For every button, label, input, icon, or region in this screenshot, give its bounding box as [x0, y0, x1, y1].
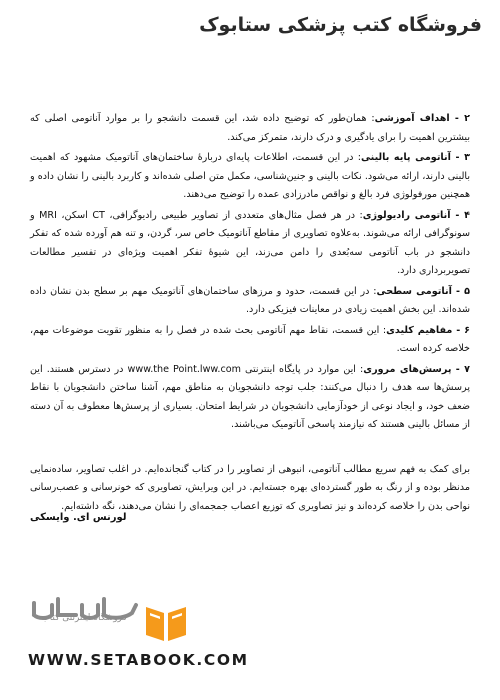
list-item-clinical-anatomy [30, 149, 470, 205]
item-title: آناتومی سطحی [376, 285, 452, 297]
item-text: : در این قسمت، اطلاعات پایه‌ای دربارهٔ ساختمان‌های آناتومیک مشهود که اهمیت بالینی دارند، ارائه می‌شود. نکات بالینی و جنین‌شناسی، مکمل متن اصلی شده‌اند و کاربرد بالینی را نشان داده و همچنین مورفولوژی فرد بالغ و نواقص مادرزادی عمده را توضیح می‌دهند. [30, 152, 470, 200]
page-header-title: فروشگاه کتب پزشکی ستابوک [199, 14, 482, 36]
website-url-link[interactable]: WWW.SETABOOK.COM [28, 651, 249, 669]
setabook-logo [28, 597, 188, 643]
item-text: : این موارد در پایگاه اینترنتی www.the Point.lww.com در دسترس هستند. این پرسش‌ها سه هدف را دنبال می‌کنند: جلب توجه دانشجویان به مناطق مهم، آشنا ساختن دانشجویان با نقاط ضعف خود، و ایجاد نوعی از خودآزمایی دانشجویان در شرایط امتحان. بسیاری از پرسش‌ها معطوف به آن دسته از مسائل بالینی هستند که نیازمند پاسخی آناتومیک می‌باشند. [30, 363, 470, 430]
list-item-radiology-anatomy [30, 207, 470, 281]
list-item-key-concepts [30, 322, 470, 359]
item-title: پرسش‌های مروری [363, 363, 452, 375]
document-body [30, 110, 470, 526]
item-number: ۴ - [450, 209, 470, 221]
item-text: : در این قسمت، حدود و مرزهای ساختمان‌های آناتومیک مهم بر سطح بدن نشان داده شده‌اند. این بخش اهمیت زیادی در معاینات فیزیکی دارد. [30, 285, 470, 315]
item-number: ۳ - [450, 152, 470, 163]
author-signature: لورنس ای. وایسکی [30, 512, 127, 523]
item-title: آناتومی پایه بالینی [360, 152, 451, 163]
item-text: : این قسمت، نقاط مهم آناتومی بحث شده در فصل را به منظور تقویت موضوعات مهم، خلاصه کرده است. [30, 324, 470, 354]
item-number: ۲ - [449, 113, 470, 124]
item-text: : همان‌طور که توضیح داده شد، این قسمت دانشجو را بر موارد آناتومی اصلی که بیشترین اهمیت را برای یادگیری و درک دارند، متمرکز می‌کند. [30, 113, 470, 143]
logo-subtitle: فروشگاه اینترنتی کتاب [41, 613, 127, 623]
item-text: : در هر فصل مثال‌های متعددی از تصاویر طبیعی رادیوگرافی، CT اسکن، MRI و سونوگرافی ارائه می‌شوند. به‌علاوه تصاویری از مقاطع آناتومیک خاص سر، گردن، و تنه هم آورده شده که تفکر دانشجو در باب آناتومی سه‌بُعدی را دامن می‌زند، این شیوهٔ تفکر اهمیت ویژه‌ای در تفسیر مطالعات تصویربرداری دارد. [30, 209, 470, 276]
item-number: ۵ - [451, 285, 470, 297]
item-title: مفاهیم کلیدی [386, 324, 453, 336]
list-item-objectives [30, 110, 470, 147]
item-number: ۷ - [451, 363, 471, 375]
intro-paragraph: برای کمک به فهم سریع مطالب آناتومی، انبوهی از تصاویر را در کتاب گنجانده‌ایم. در اغلب تصاویر، ساده‌نمایی مدنظر بوده و از رنگ به طور گسترده‌ای بهره جسته‌ایم. در این ویرایش، تصاویری که خونرسانی و عصب‌رسانی نواحی بدن را خلاصه کرده‌اند و نیز تصاویری که توزیع اعصاب جمجمه‌ای را نشان می‌دهند، نگه داشته‌ایم. [30, 463, 470, 512]
item-title: آناتومی رادیولوژی [362, 209, 451, 221]
list-item-surface-anatomy [30, 283, 470, 320]
item-number: ۶ - [452, 324, 470, 336]
item-title: اهداف آموزشی [374, 113, 450, 124]
list-item-review-questions [30, 361, 470, 435]
